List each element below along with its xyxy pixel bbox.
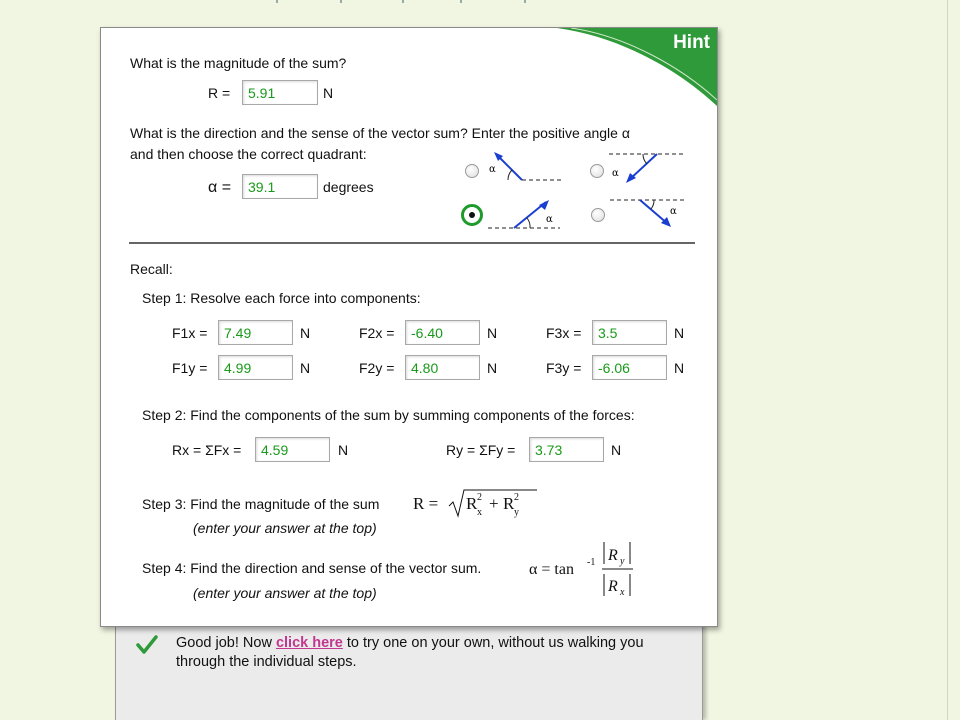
angle-label: α = bbox=[208, 179, 232, 196]
svg-text:R: R bbox=[608, 578, 618, 595]
f2y-label: F2y = bbox=[359, 360, 395, 376]
feedback-message: Good job! Now click here to try one on your own, without us walking you through the individual steps. bbox=[176, 635, 644, 670]
svg-text:α: α bbox=[670, 206, 677, 217]
step3-note: (enter your answer at the top) bbox=[193, 520, 377, 536]
f3x-input[interactable]: 3.5 bbox=[592, 320, 667, 345]
checkmark-icon bbox=[136, 634, 158, 656]
svg-text:y: y bbox=[514, 507, 519, 518]
f3y-input[interactable]: -6.06 bbox=[592, 355, 667, 380]
svg-text:x: x bbox=[477, 507, 482, 518]
f3x-unit: N bbox=[674, 325, 685, 341]
quadrant-down-left-diagram bbox=[609, 148, 689, 184]
hint-panel bbox=[100, 27, 718, 627]
magnitude-question: What is the magnitude of the sum? bbox=[130, 55, 347, 71]
ry-unit: N bbox=[611, 442, 622, 458]
angle-unit: degrees bbox=[323, 179, 374, 195]
step4-text: Step 4: Find the direction and sense of the vector sum. bbox=[142, 560, 482, 576]
f3x-label: F3x = bbox=[546, 325, 582, 341]
page-edge-line bbox=[947, 0, 948, 720]
click-here-link[interactable]: click here bbox=[275, 635, 343, 651]
quadrant-up-right-diagram bbox=[486, 196, 566, 232]
svg-text:2: 2 bbox=[514, 492, 519, 503]
recall-heading: Recall: bbox=[130, 261, 173, 277]
quadrant-radio-down-right[interactable] bbox=[591, 208, 605, 222]
svg-text:α = tan: α = tan bbox=[529, 561, 574, 578]
magnitude-input[interactable]: 5.91 bbox=[242, 80, 318, 105]
svg-text:R =: R = bbox=[413, 494, 439, 513]
svg-text:+: + bbox=[489, 494, 499, 513]
step1-text: Step 1: Resolve each force into components: bbox=[142, 290, 421, 306]
svg-text:α: α bbox=[612, 168, 619, 179]
f1x-label: F1x = bbox=[172, 325, 208, 341]
f1y-label: F1y = bbox=[172, 360, 208, 376]
magnitude-unit: N bbox=[323, 85, 334, 101]
svg-text:2: 2 bbox=[477, 492, 482, 503]
direction-question-line2: and then choose the correct quadrant: bbox=[130, 146, 367, 162]
f1x-input[interactable]: 7.49 bbox=[218, 320, 293, 345]
svg-text:R: R bbox=[608, 547, 618, 564]
svg-text:R: R bbox=[466, 494, 478, 513]
angle-input[interactable]: 39.1 bbox=[242, 174, 318, 199]
hint-label[interactable]: Hint bbox=[673, 32, 710, 53]
f1x-unit: N bbox=[300, 325, 311, 341]
magnitude-label: R = bbox=[208, 85, 231, 101]
f3y-label: F3y = bbox=[546, 360, 582, 376]
f3y-unit: N bbox=[674, 360, 685, 376]
svg-text:x: x bbox=[620, 587, 625, 598]
svg-text:R: R bbox=[503, 494, 515, 513]
quadrant-down-right-diagram bbox=[610, 194, 690, 230]
f2y-unit: N bbox=[487, 360, 498, 376]
svg-text:-1: -1 bbox=[587, 557, 596, 568]
svg-text:α: α bbox=[546, 214, 553, 225]
top-scale-marks bbox=[270, 0, 540, 3]
rx-input[interactable]: 4.59 bbox=[255, 437, 330, 462]
rx-label: Rx = ΣFx = bbox=[172, 442, 242, 458]
svg-text:y: y bbox=[620, 556, 625, 567]
f2x-label: F2x = bbox=[359, 325, 395, 341]
step4-note: (enter your answer at the top) bbox=[193, 585, 377, 601]
rx-unit: N bbox=[338, 442, 349, 458]
quadrant-radio-down-left[interactable] bbox=[590, 164, 604, 178]
svg-text:α: α bbox=[489, 164, 496, 175]
magnitude-formula bbox=[411, 486, 541, 522]
step2-text: Step 2: Find the components of the sum by summing components of the forces: bbox=[142, 407, 635, 423]
direction-question-line1: What is the direction and the sense of the vector sum? Enter the positive angle α bbox=[130, 125, 630, 141]
section-divider bbox=[129, 242, 695, 244]
direction-formula bbox=[527, 540, 647, 600]
f2y-input[interactable]: 4.80 bbox=[405, 355, 480, 380]
step3-text: Step 3: Find the magnitude of the sum bbox=[142, 496, 380, 512]
f1y-unit: N bbox=[300, 360, 311, 376]
ry-input[interactable]: 3.73 bbox=[529, 437, 604, 462]
quadrant-radio-up-left[interactable] bbox=[465, 164, 479, 178]
ry-label: Ry = ΣFy = bbox=[446, 442, 516, 458]
f1y-input[interactable]: 4.99 bbox=[218, 355, 293, 380]
quadrant-up-left-diagram bbox=[484, 148, 564, 184]
quadrant-radio-up-right[interactable] bbox=[461, 204, 483, 226]
f2x-input[interactable]: -6.40 bbox=[405, 320, 480, 345]
f2x-unit: N bbox=[487, 325, 498, 341]
